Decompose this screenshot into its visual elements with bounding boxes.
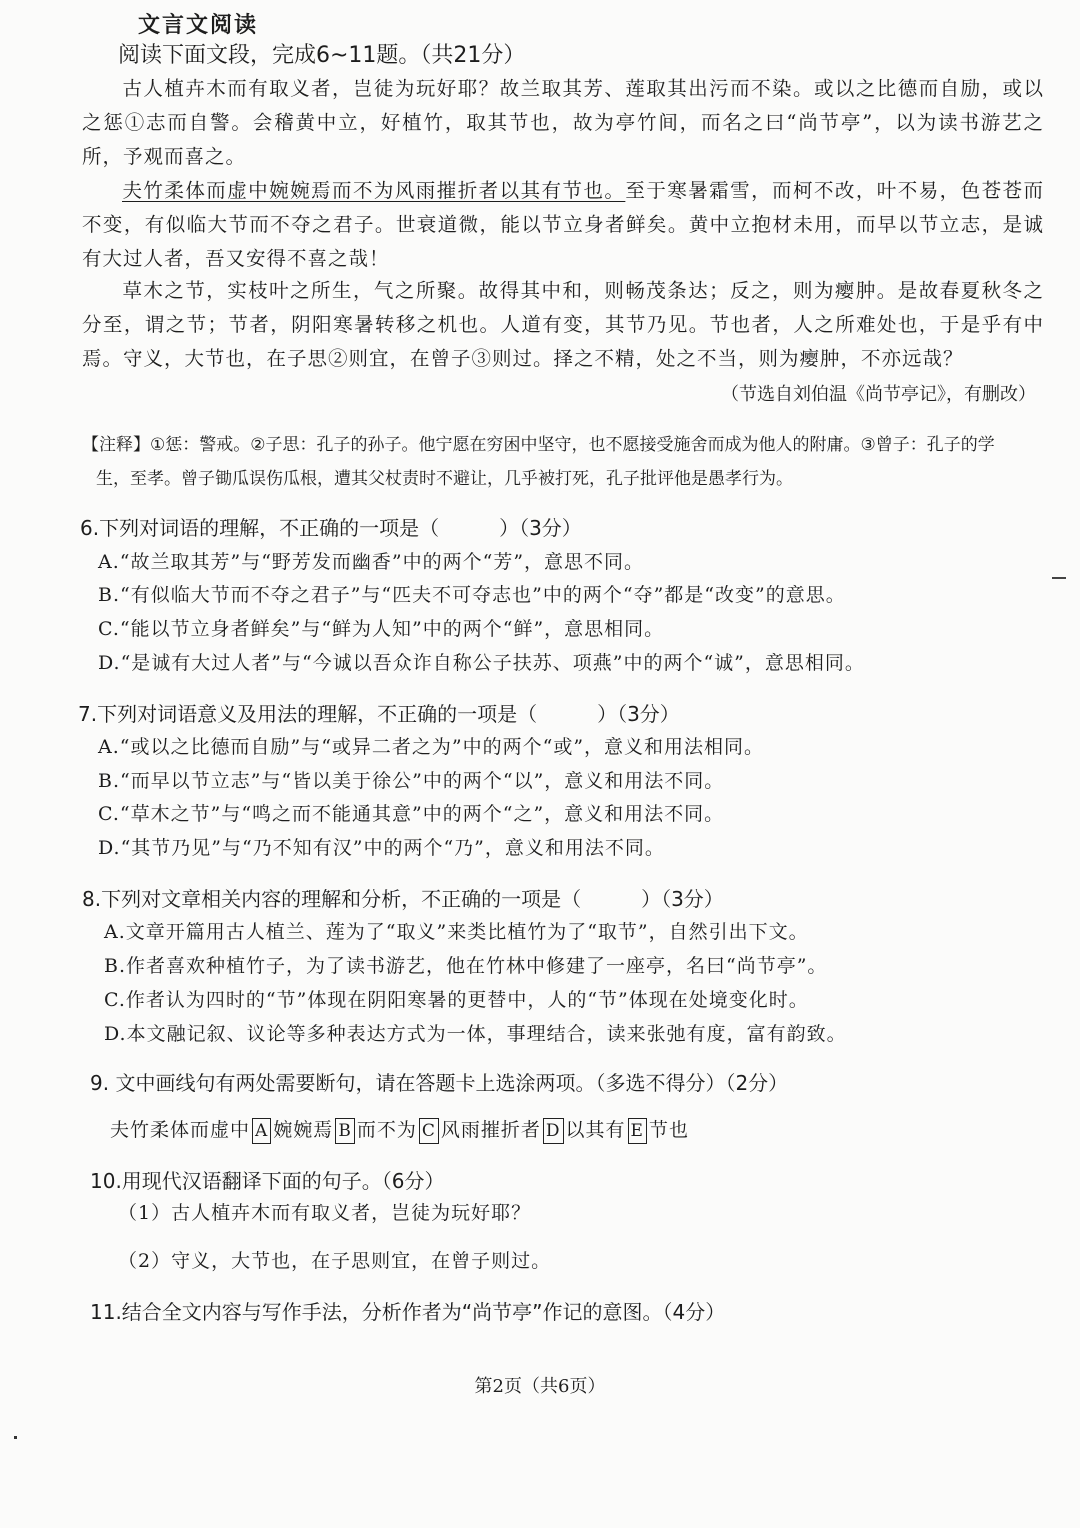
q10-sentence-2: （2）守义，大节也，在子思则宜，在曾子则过。 [118,1250,552,1272]
passage-paragraph-2 [82,174,1044,276]
question-11-stem: 11.结合全文内容与写作手法，分析作者为“尚节亭”作记的意图。（4分） [90,1300,726,1324]
question-9-stem: 9. 文中画线句有两处需要断句，请在答题卡上选涂两项。（多选不得分）（2分） [90,1071,789,1095]
annotation-line: 生，至孝。曾子锄瓜误伤瓜根，遭其父杖责时不避让，几乎被打死，孔子批评他是愚孝行为。 [96,469,793,489]
q9-segment: 夫竹柔体而虚中 [110,1119,251,1141]
q9-sentence [110,1115,689,1144]
section-title: 文言文阅读 [138,12,259,38]
q9-break-box-b[interactable]: B [335,1118,355,1144]
q8-option-d: D.本文融记叙、议论等多种表达方式为一体，事理结合，读来张弛有度，富有韵致。 [104,1023,847,1045]
q9-break-box-a[interactable]: A [252,1118,271,1144]
question-6-stem: 6.下列对词语的理解，不正确的一项是（ ）（3分） [80,516,582,540]
passage-paragraph-1 [82,72,1044,174]
q8-option-c: C.作者认为四时的“节”体现在阴阳寒暑的更替中，人的“节”体现在处境变化时。 [104,989,809,1011]
scan-mark [1052,577,1066,579]
q9-segment: 节也 [648,1119,689,1141]
instruction: 阅读下面文段，完成6~11题。（共21分） [118,43,526,68]
q9-segment: 婉婉焉 [273,1119,334,1141]
q6-option-d: D.“是诚有大过人者”与“今诚以吾众诈自称公子扶苏、项燕”中的两个“诚”，意思相同。 [98,652,865,674]
q6-option-b: B.“有似临大节而不夺之君子”与“匹夫不可夺志也”中的两个“夺”都是“改变”的意思。 [98,584,846,606]
question-8-stem: 8.下列对文章相关内容的理解和分析，不正确的一项是（ ）（3分） [82,887,724,911]
q7-option-d: D.“其节乃见”与“乃不知有汉”中的两个“乃”，意义和用法不同。 [98,837,665,859]
q7-option-b: B.“而早以节立志”与“皆以美于徐公”中的两个“以”，意义和用法不同。 [98,770,725,792]
scan-speck [14,1436,17,1439]
passage-p3-text: 草木之节，实枝叶之所生，气之所聚。故得其中和，则畅茂条达；反之，则为瘿肿。是故春夏秋冬之分至，谓之节；节者，阴阳寒暑转移之机也。人道有变，其节乃见。节也者，人之所难处也，于是乎有中焉。守义，大节也，在子思②则宜，在曾子③则过。择之不精，处之不当，则为瘿肿，不亦远哉？ [82,279,1044,370]
q8-option-a: A.文章开篇用古人植兰、莲为了“取义”来类比植竹为了“取节”，自然引出下文。 [104,921,809,943]
underlined-sentence: 夫竹柔体而虚中婉婉焉而不为风雨摧折者以其有节也。 [122,179,626,202]
q6-option-c: C.“能以节立身者鲜矣”与“鲜为人知”中的两个“鲜”，意思相同。 [98,618,665,640]
q9-break-box-d[interactable]: D [543,1118,564,1144]
q9-break-box-e[interactable]: E [628,1118,647,1144]
passage-paragraph-3 [82,274,1044,376]
q9-segment: 以其有 [565,1119,626,1141]
q9-segment: 风雨摧折者 [440,1119,541,1141]
annotation-line: 【注释】①惩：警戒。②子思：孔子的孙子。他宁愿在穷困中坚守，也不愿接受施舍而成为他人的附庸。③曾子：孔子的学 [82,435,995,455]
passage-p1-text: 古人植卉木而有取义者，岂徒为玩好耶？故兰取其芳、莲取其出污而不染。或以之比德而自励，或以之惩①志而自警。会稽黄中立，好植竹，取其节也，故为亭竹间，而名之曰“尚节亭”，以为读书游艺之所，予观而喜之。 [82,77,1044,168]
q9-break-box-c[interactable]: C [419,1118,439,1144]
q6-option-a: A.“故兰取其芳”与“野芳发而幽香”中的两个“芳”，意思不同。 [98,551,645,573]
q7-option-a: A.“或以之比德而自励”与“或异二者之为”中的两个“或”，意义和用法相同。 [98,736,765,758]
page-number: 第2页（共6页） [474,1376,606,1397]
question-10-stem: 10.用现代汉语翻译下面的句子。（6分） [90,1169,445,1193]
q10-sentence-1: （1）古人植卉木而有取义者，岂徒为玩好耶？ [118,1202,532,1224]
passage-p2-text: 至于寒暑霜雪，而柯不改，叶不易，色苍苍而不变，有似临大节而不夺之君子。世衰道微，能以节立身者鲜矣。黄中立抱材未用，而早以节立志，是诚有大过人者，吾又安得不喜之哉！ [82,179,1044,270]
annotations [82,428,1044,496]
passage-source: （节选自刘伯温《尚节亭记》，有删改） [721,384,1036,405]
q7-option-c: C.“草木之节”与“鸣之而不能通其意”中的两个“之”，意义和用法不同。 [98,803,725,825]
question-7-stem: 7.下列对词语意义及用法的理解，不正确的一项是（ ）（3分） [78,702,680,726]
q9-segment: 而不为 [356,1119,417,1141]
q8-option-b: B.作者喜欢种植竹子，为了读书游艺，他在竹林中修建了一座亭，名曰“尚节亭”。 [104,955,828,977]
